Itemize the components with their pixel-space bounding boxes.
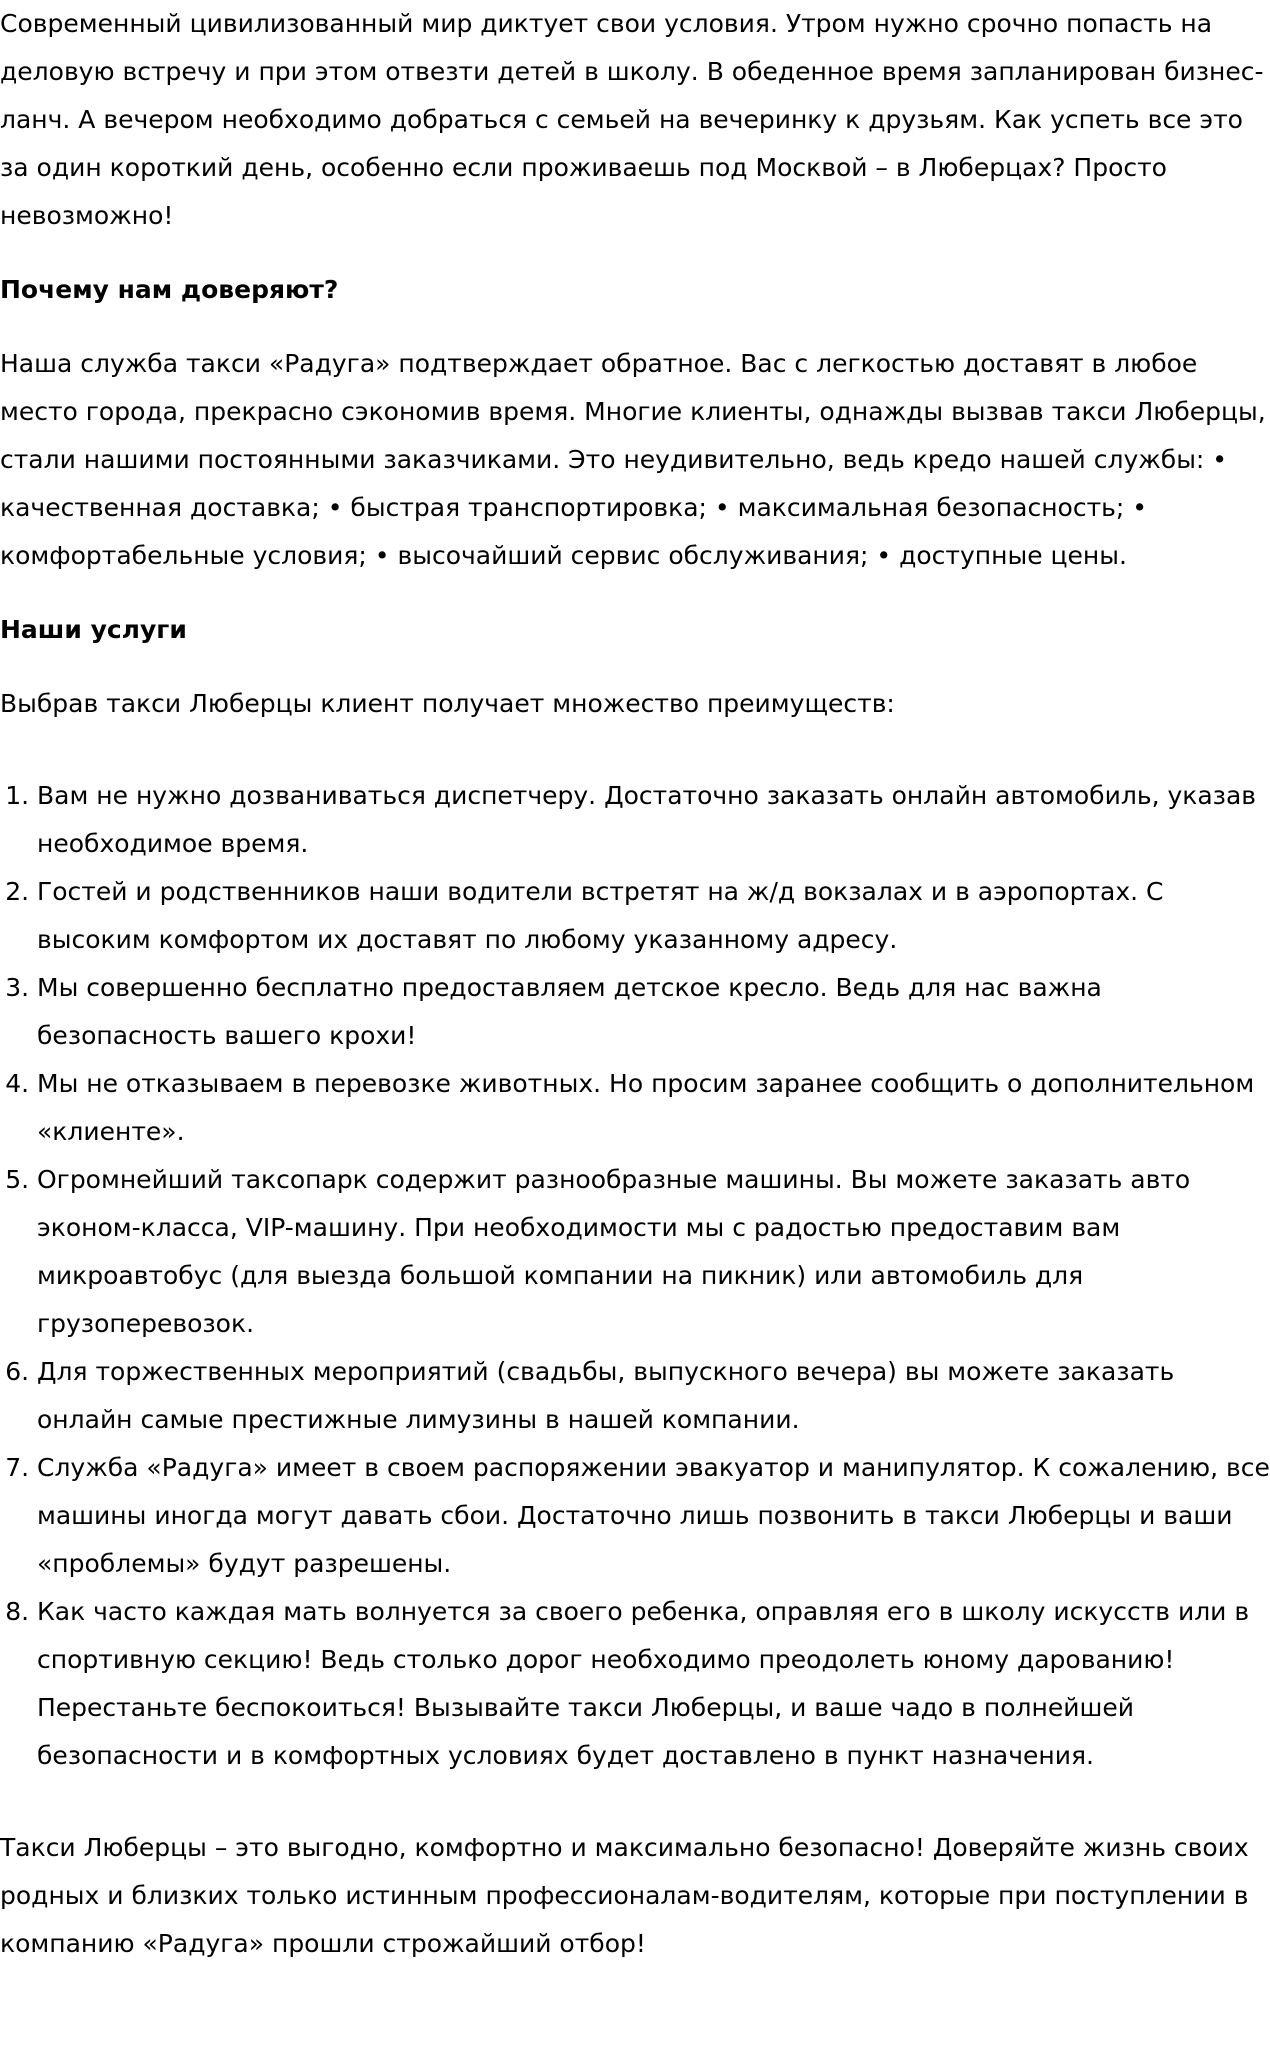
list-item: 3. Мы совершенно бесплатно предоставляем детское кресло. Ведь для нас важна безопасность вашего крохи! [37,964,1270,1060]
list-item: 6. Для торжественных мероприятий (свадьбы, выпускного вечера) вы можете заказать онлайн самые престижные лимузины в нашей компании. [37,1348,1270,1444]
intro-paragraph: Современный цивилизованный мир диктует свои условия. Утром нужно срочно попасть на деловую встречу и при этом отвезти детей в школу. В обеденное время запланирован бизнес-ланч. А вечером необходимо добраться с семьей на вечеринку к друзьям. Как успеть все это за один короткий день, особенно если проживаешь под Москвой – в Люберцах? Просто невозможно! [0,9,1264,230]
list-item: 8. Как часто каждая мать волнуется за своего ребенка, оправляя его в школу искусств или в спортивную секцию! Ведь столько дорог необходимо преодолеть юному дарованию! Перестаньте беспокоиться! Вызывайте такси Люберцы, и ваше чадо в полнейшей безопасности и в комфортных условиях будет доставлено в пункт назначения. [37,1588,1270,1780]
closing-paragraph: Такси Люберцы – это выгодно, комфортно и максимально безопасно! Доверяйте жизнь своих родных и близких только истинным профессионалам-водителям, которые при поступлении в компанию «Радуга» прошли строжайший отбор! [0,1833,1249,1958]
list-item: 4. Мы не отказываем в перевозке животных. Но просим заранее сообщить о дополнительном «клиенте». [37,1060,1270,1156]
services-heading: Наши услуги [0,615,187,644]
services-lead: Выбрав такси Люберцы клиент получает множество преимуществ: [0,689,895,718]
list-item: 1. Вам не нужно дозваниваться диспетчеру. Достаточно заказать онлайн автомобиль, указав необходимое время. [37,772,1270,868]
trust-heading: Почему нам доверяют? [0,275,339,304]
list-item: 2. Гостей и родственников наши водители встретят на ж/д вокзалах и в аэропортах. С высоким комфортом их доставят по любому указанному адресу. [37,868,1270,964]
list-item: 7. Служба «Радуга» имеет в своем распоряжении эвакуатор и манипулятор. К сожалению, все машины иногда могут давать сбои. Достаточно лишь позвонить в такси Люберцы и ваши «проблемы» будут разрешены. [37,1444,1270,1588]
services-list [0,772,1270,1780]
list-item: 5. Огромнейший таксопарк содержит разнообразные машины. Вы можете заказать авто эконом-класса, VIP-машину. При необходимости мы с радостью предоставим вам микроавтобус (для выезда большой компании на пикник) или автомобиль для грузоперевозок. [37,1156,1270,1348]
trust-paragraph: Наша служба такси «Радуга» подтверждает обратное. Вас с легкостью доставят в любое место города, прекрасно сэкономив время. Многие клиенты, однажды вызвав такси Люберцы, стали нашими постоянными заказчиками. Это неудивительно, ведь кредо нашей службы: • качественная доставка; • быстрая транспортировка; • максимальная безопасность; • комфортабельные условия; • высочайший сервис обслуживания; • доступные цены. [0,349,1266,570]
